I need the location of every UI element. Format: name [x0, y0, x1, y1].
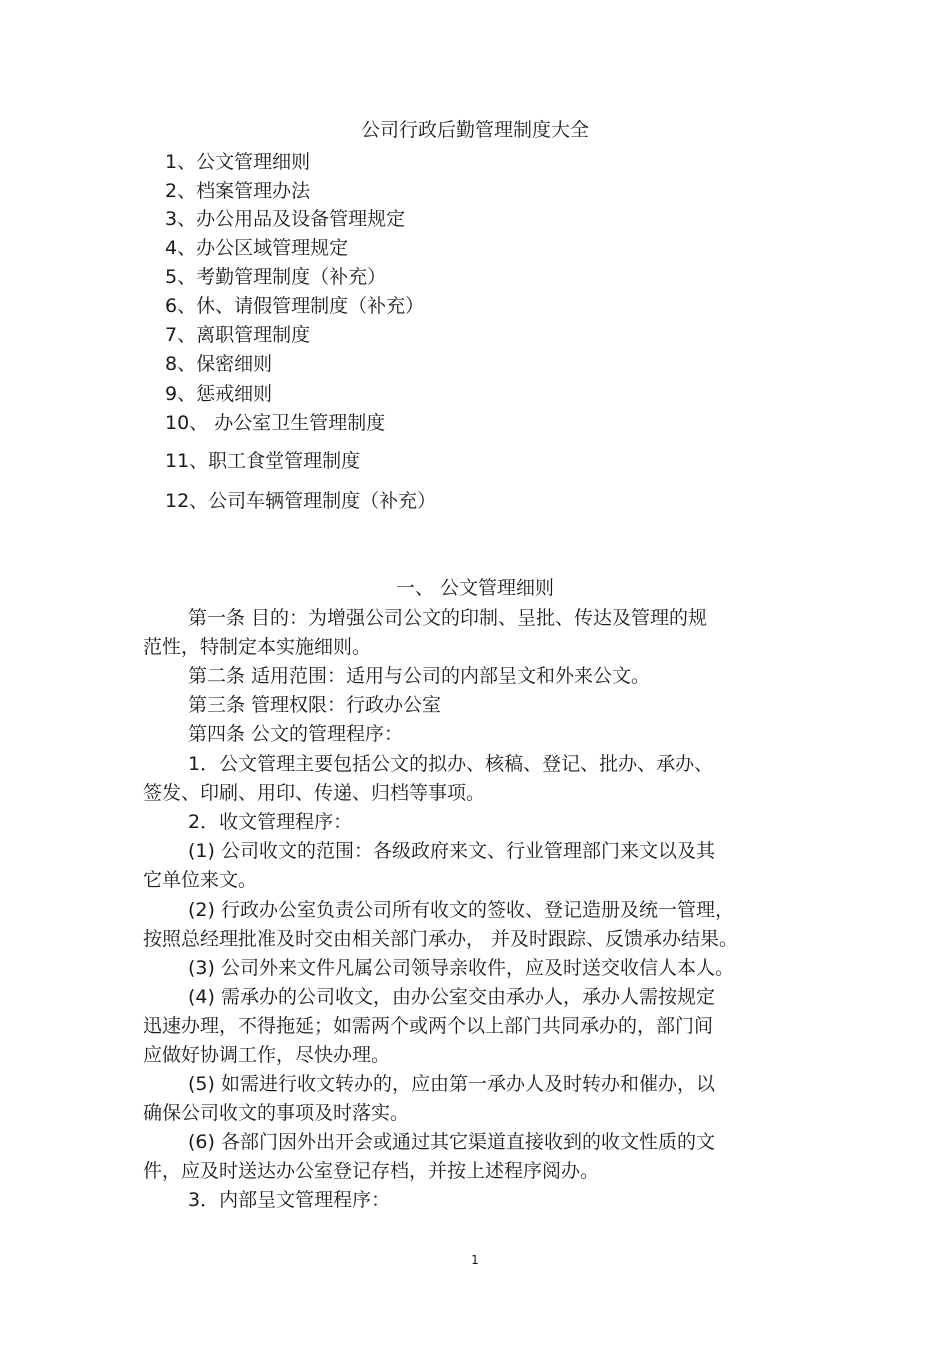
body-line: 件，应及时送达办公室登记存档，并按上述程序阅办。 [143, 1160, 600, 1182]
body-line: 第四条 公文的管理程序： [188, 723, 404, 745]
toc-item: 8、保密细则 [165, 353, 273, 375]
body-line: 1．公文管理主要包括公文的拟办、核稿、登记、批办、承办、 [188, 753, 714, 775]
body-line: 第二条 适用范围：适用与公司的内部呈文和外来公文。 [188, 665, 651, 687]
body-line: 确保公司收文的事项及时落实。 [143, 1102, 410, 1124]
toc-item: 4、办公区域管理规定 [165, 237, 349, 259]
body-line: 应做好协调工作，尽快办理。 [143, 1044, 391, 1066]
toc-item: 7、离职管理制度 [165, 324, 311, 346]
toc-item: 1、公文管理细则 [165, 151, 311, 173]
toc-item: 10、 办公室卫生管理制度 [165, 412, 386, 434]
body-line: 按照总经理批准及时交由相关部门承办， 并及时跟踪、反馈承办结果。 [143, 928, 739, 950]
body-line: (5) 如需进行收文转办的，应由第一承办人及时转办和催办，以 [188, 1073, 715, 1095]
toc-item: 6、休、请假管理制度（补充） [165, 295, 425, 317]
toc-item: 5、考勤管理制度（补充） [165, 266, 387, 288]
toc-item: 2、档案管理办法 [165, 180, 311, 202]
body-line: (1) 公司收文的范围：各级政府来文、行业管理部门来文以及其 [188, 840, 715, 862]
body-line: 它单位来文。 [143, 869, 258, 891]
body-line: 范性，特制定本实施细则。 [143, 636, 372, 658]
page-number: 1 [471, 1253, 479, 1267]
body-line: (6) 各部门因外出开会或通过其它渠道直接收到的收文性质的文 [188, 1131, 715, 1153]
body-line: (3) 公司外来文件凡属公司领导亲收件，应及时送交收信人本人。 [188, 957, 734, 979]
toc-item: 11、职工食堂管理制度 [165, 450, 361, 472]
body-line: 2．收文管理程序： [188, 811, 353, 833]
body-line: 第三条 管理权限：行政办公室 [188, 694, 442, 716]
body-line: 迅速办理，不得拖延；如需两个或两个以上部门共同承办的，部门间 [143, 1015, 714, 1037]
document-title: 公司行政后勤管理制度大全 [360, 119, 589, 141]
section-title: 一、 公文管理细则 [395, 577, 555, 599]
toc-item: 9、惩戒细则 [165, 383, 273, 405]
body-line: (2) 行政办公室负责公司所有收文的签收、登记造册及统一管理， [188, 899, 734, 921]
toc-item: 3、办公用品及设备管理规定 [165, 208, 406, 230]
body-line: 第一条 目的：为增强公司公文的印制、呈批、传达及管理的规 [188, 607, 708, 629]
body-line: (4) 需承办的公司收文，由办公室交由承办人，承办人需按规定 [188, 986, 715, 1008]
body-line: 签发、印刷、用印、传递、归档等事项。 [143, 782, 486, 804]
toc-item: 12、公司车辆管理制度（补充） [165, 490, 437, 512]
body-line: 3．内部呈文管理程序： [188, 1189, 391, 1211]
